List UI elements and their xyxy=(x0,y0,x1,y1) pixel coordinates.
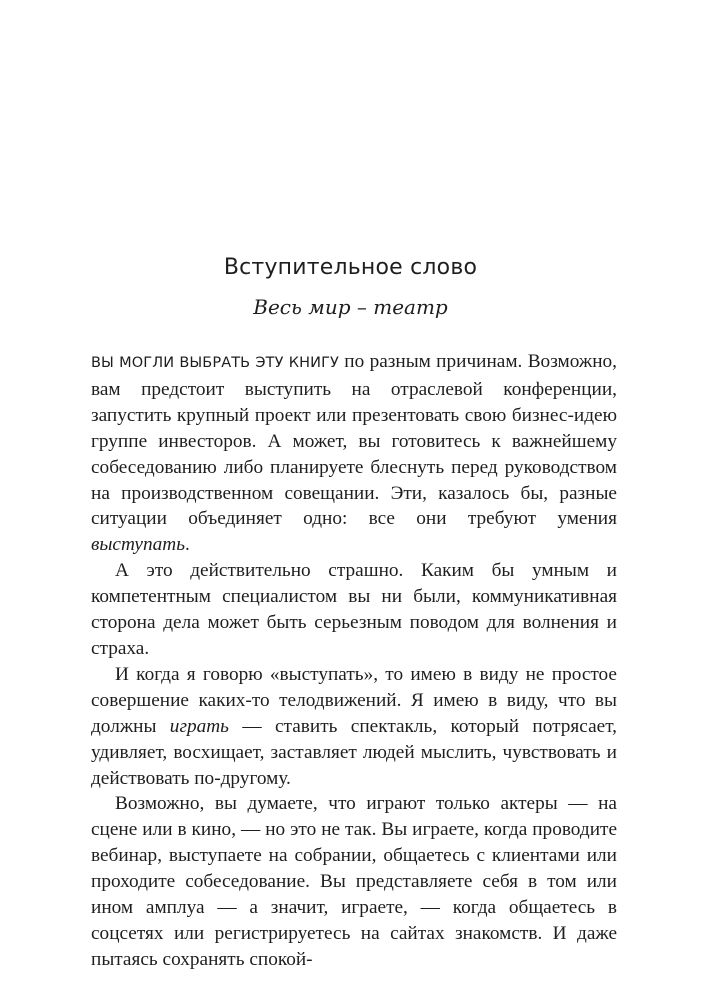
chapter-heading xyxy=(0,250,701,322)
paragraph-2: А это действительно страшно. Каким бы умным и компетентным специалистом вы ни были, коммуникативная сторона дела может быть серьезным поводом для волнения и страха. xyxy=(91,560,617,659)
lead-in-caps: ВЫ МОГЛИ ВЫБРАТЬ ЭТУ КНИГУ xyxy=(91,355,339,371)
chapter-title: Вступительное слово xyxy=(223,255,478,280)
chapter-subtitle: Весь мир – театр xyxy=(253,295,448,319)
paragraph-3-text-a: И когда я говорю «выступать», то имею в виду не простое совершение каких-то телодвижений. Я имею в виду, что вы должны xyxy=(91,663,617,737)
paragraph-4: Возможно, вы думаете, что играют только актеры — на сцене или в кино, — но это не так. Вы играете, когда проводите вебинар, выступаете на собрании, общаетесь с клиентами или проходите собеседование. Вы представляете себя в том или ином амплуа — а значит, играете, — когда общаетесь в соцсетях или регистрируетесь на сайтах знакомств. И даже пытаясь сохранять спокой- xyxy=(91,793,617,970)
body-text xyxy=(91,349,617,973)
paragraph-3-text-b: — ставить спектакль, который потрясает, удивляет, восхищает, заставляет людей мыслить, чувствовать и действовать по-другому. xyxy=(91,715,617,789)
emphasis-igrat: играть xyxy=(169,715,229,737)
emphasis-vystupat: выступать xyxy=(91,534,185,556)
paragraph-1-text-b: . xyxy=(184,534,190,556)
paragraph-1-text-a: по разным причинам. Возможно, вам предстоит выступить на отраслевой конференции, запустить крупный проект или презентовать свою бизнес-идею группе инвесторов. А может, вы готовитесь к важнейшему собеседованию либо планируете блеснуть перед руководством на производственном совещании. Эти, казалось бы, разные ситуации объединяет одно: все они требуют умения xyxy=(91,351,617,530)
paragraph-3 xyxy=(91,662,617,792)
paragraph-1 xyxy=(91,349,617,558)
